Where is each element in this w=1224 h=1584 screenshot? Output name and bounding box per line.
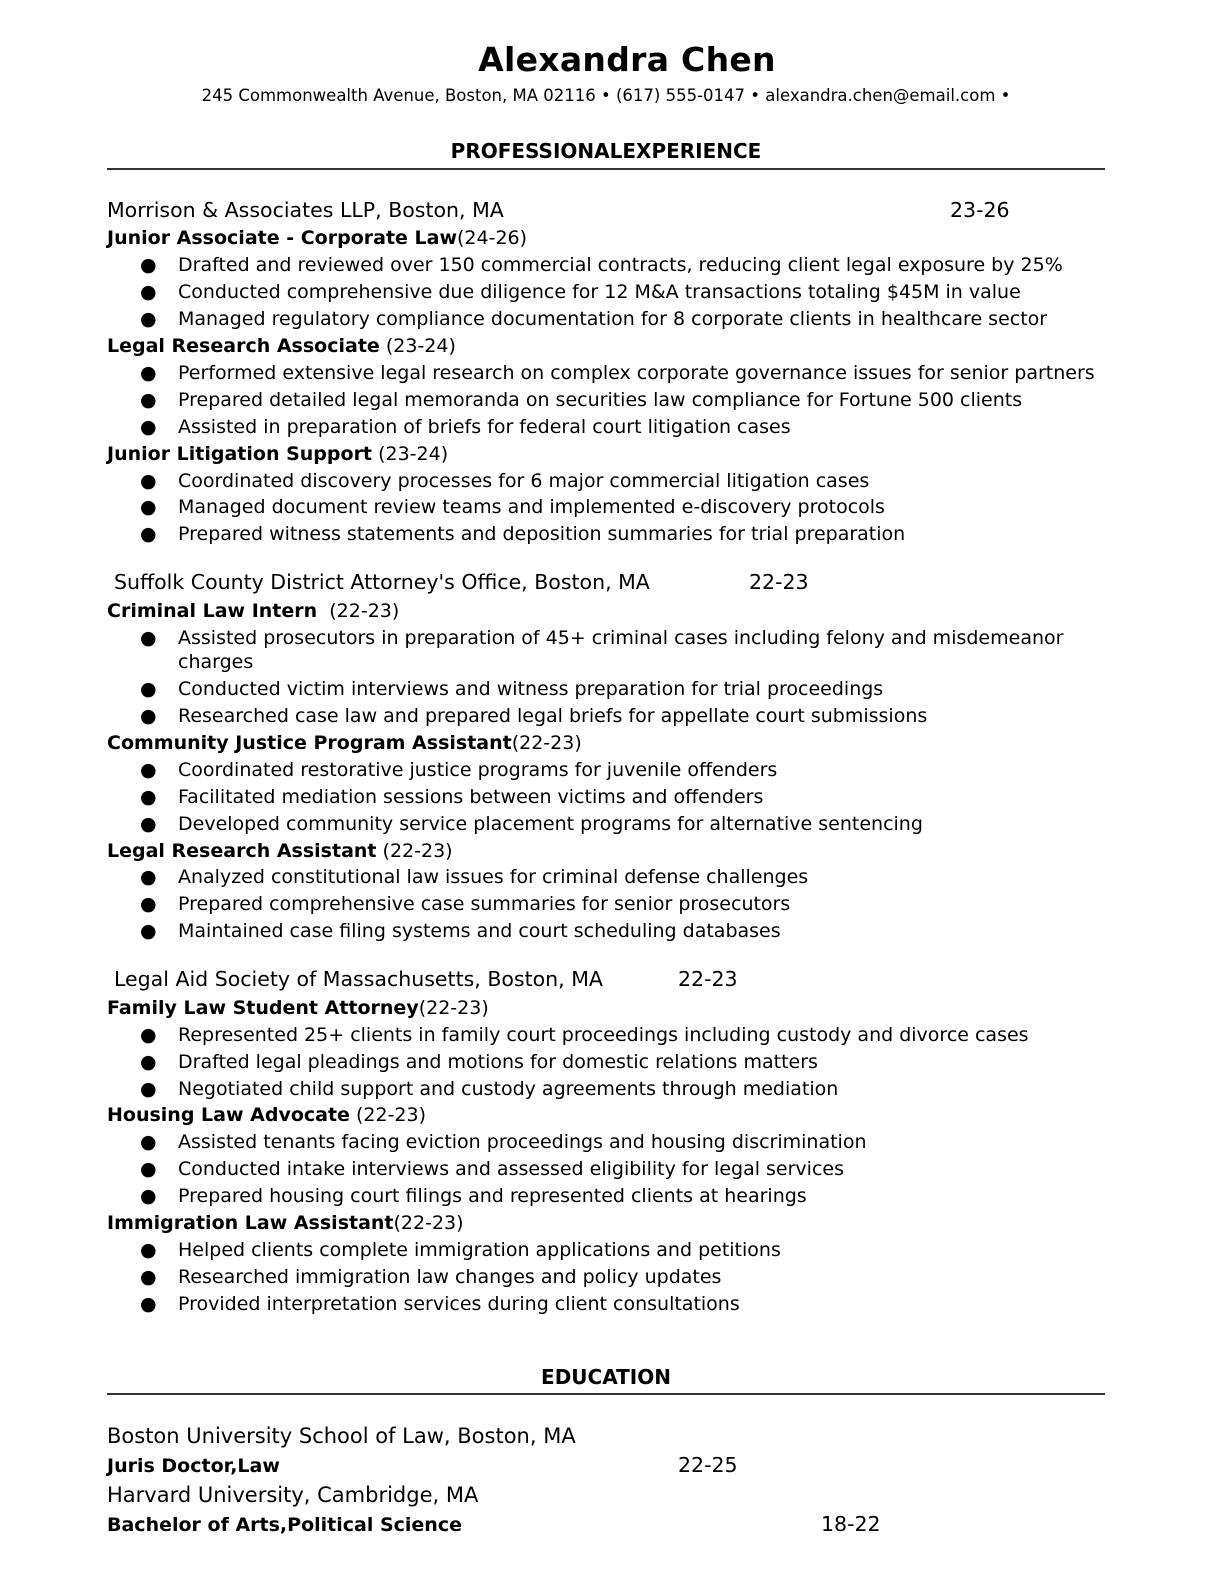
bullet-text: Assisted tenants facing eviction proceedings and housing discrimination bbox=[178, 1131, 867, 1153]
bullet-icon: ● bbox=[140, 1266, 157, 1288]
bullet-item bbox=[140, 389, 1022, 411]
bullet-text: Assisted prosecutors in preparation of 45+ criminal cases including felony and misdemeanor bbox=[178, 627, 1064, 649]
experience-section-title: PROFESSIONALEXPERIENCE bbox=[450, 139, 762, 163]
bullet-text: Facilitated mediation sessions between victims and offenders bbox=[178, 786, 764, 808]
education-school: Harvard University, Cambridge, MA bbox=[107, 1483, 479, 1507]
bullet-icon: ● bbox=[140, 389, 157, 411]
bullet-item bbox=[140, 281, 1021, 303]
bullet-text: Drafted and reviewed over 150 commercial contracts, reducing client legal exposure by 25% bbox=[178, 254, 1063, 276]
education-dates: 18-22 bbox=[821, 1512, 881, 1536]
bullet-text: Developed community service placement programs for alternative sentencing bbox=[178, 813, 923, 835]
role-dates: (22-23) bbox=[393, 1212, 464, 1234]
role-heading bbox=[107, 732, 582, 754]
bullet-text: Prepared detailed legal memoranda on securities law compliance for Fortune 500 clients bbox=[178, 389, 1023, 411]
bullet-text: Assisted in preparation of briefs for federal court litigation cases bbox=[178, 416, 791, 438]
bullet-item bbox=[140, 920, 781, 942]
bullet-item bbox=[140, 1239, 781, 1261]
bullet-text: Conducted intake interviews and assessed eligibility for legal services bbox=[178, 1158, 844, 1180]
bullet-item bbox=[140, 678, 883, 700]
role-dates: (22-23) bbox=[317, 600, 400, 622]
role-title: Legal Research Associate bbox=[107, 335, 380, 357]
bullet-icon: ● bbox=[140, 362, 157, 384]
bullet-text: Performed extensive legal research on complex corporate governance issues for senior partners bbox=[178, 362, 1095, 384]
education-degree: Juris Doctor,Law bbox=[107, 1455, 280, 1477]
role-heading bbox=[107, 840, 453, 862]
bullet-text: Coordinated restorative justice programs for juvenile offenders bbox=[178, 759, 778, 781]
role-heading bbox=[107, 1212, 464, 1234]
bullet-icon: ● bbox=[140, 866, 157, 888]
bullet-text: Prepared housing court filings and represented clients at hearings bbox=[178, 1185, 807, 1207]
bullet-item bbox=[140, 308, 1047, 330]
bullet-item bbox=[140, 1293, 740, 1315]
bullet-icon: ● bbox=[140, 470, 157, 492]
role-title: Criminal Law Intern bbox=[107, 600, 318, 622]
role-dates: (22-23) bbox=[349, 1104, 427, 1126]
role-title: Immigration Law Assistant bbox=[107, 1212, 394, 1234]
role-title: Family Law Student Attorney bbox=[107, 997, 419, 1019]
bullet-icon: ● bbox=[140, 416, 157, 438]
bullet-text: Researched immigration law changes and policy updates bbox=[178, 1266, 722, 1288]
employer-name: Legal Aid Society of Massachusetts, Boston, MA bbox=[114, 967, 603, 991]
role-dates: (23-24) bbox=[372, 443, 449, 465]
employer-name: Suffolk County District Attorney's Office, Boston, MA bbox=[114, 570, 650, 594]
role-dates: (23-24) bbox=[379, 335, 456, 357]
bullet-item bbox=[140, 1266, 721, 1288]
employer-dates: 23-26 bbox=[950, 198, 1010, 222]
bullet-item bbox=[140, 1024, 1029, 1046]
bullet-item bbox=[140, 496, 885, 518]
bullet-icon: ● bbox=[140, 1131, 157, 1153]
bullet-text: Represented 25+ clients in family court proceedings including custody and divorce cases bbox=[178, 1024, 1029, 1046]
bullet-item bbox=[140, 866, 808, 888]
bullet-item bbox=[140, 759, 777, 781]
education-degree: Bachelor of Arts,Political Science bbox=[107, 1514, 462, 1536]
bullet-icon: ● bbox=[140, 1293, 157, 1315]
bullet-icon: ● bbox=[140, 813, 157, 835]
role-dates: (22-23) bbox=[418, 997, 489, 1019]
experience-divider bbox=[107, 168, 1105, 170]
bullet-text: Provided interpretation services during client consultations bbox=[178, 1293, 740, 1315]
bullet-item bbox=[140, 786, 763, 808]
bullet-icon: ● bbox=[140, 705, 157, 727]
bullet-text: Negotiated child support and custody agreements through mediation bbox=[178, 1078, 839, 1100]
bullet-item bbox=[140, 254, 1063, 276]
bullet-item bbox=[140, 1051, 818, 1073]
bullet-text: Prepared witness statements and deposition summaries for trial preparation bbox=[178, 523, 906, 545]
bullet-icon: ● bbox=[140, 254, 157, 276]
bullet-item bbox=[140, 1185, 807, 1207]
bullet-icon: ● bbox=[140, 1239, 157, 1261]
role-heading bbox=[107, 227, 527, 249]
bullet-text: Researched case law and prepared legal briefs for appellate court submissions bbox=[178, 705, 928, 727]
bullet-text: Drafted legal pleadings and motions for domestic relations matters bbox=[178, 1051, 818, 1073]
bullet-text: Coordinated discovery processes for 6 major commercial litigation cases bbox=[178, 470, 870, 492]
bullet-icon: ● bbox=[140, 1078, 157, 1100]
bullet-text: Prepared comprehensive case summaries for senior prosecutors bbox=[178, 893, 791, 915]
bullet-text: Helped clients complete immigration applications and petitions bbox=[178, 1239, 781, 1261]
bullet-icon: ● bbox=[140, 496, 157, 518]
role-heading bbox=[107, 1104, 426, 1126]
role-title: Junior Associate - Corporate Law bbox=[107, 227, 458, 249]
education-divider bbox=[107, 1393, 1105, 1395]
bullet-item bbox=[140, 813, 923, 835]
role-title: Junior Litigation Support bbox=[107, 443, 373, 465]
bullet-icon: ● bbox=[140, 308, 157, 330]
role-dates: (24-26) bbox=[457, 227, 528, 249]
candidate-name: Alexandra Chen bbox=[478, 40, 776, 79]
bullet-icon: ● bbox=[140, 1024, 157, 1046]
bullet-text: Managed document review teams and implemented e-discovery protocols bbox=[178, 496, 885, 518]
bullet-item bbox=[140, 416, 791, 438]
role-heading bbox=[107, 443, 448, 465]
bullet-icon: ● bbox=[140, 1051, 157, 1073]
education-school: Boston University School of Law, Boston, MA bbox=[107, 1424, 576, 1448]
employer-name: Morrison & Associates LLP, Boston, MA bbox=[107, 198, 504, 222]
bullet-icon: ● bbox=[140, 627, 157, 649]
bullet-icon: ● bbox=[140, 1158, 157, 1180]
education-dates: 22-25 bbox=[678, 1453, 738, 1477]
bullet-item bbox=[140, 362, 1095, 384]
bullet-icon: ● bbox=[140, 759, 157, 781]
bullet-item bbox=[140, 705, 927, 727]
employer-dates: 22-23 bbox=[678, 967, 738, 991]
education-section-title: EDUCATION bbox=[541, 1365, 671, 1389]
bullet-item bbox=[140, 893, 790, 915]
role-title: Housing Law Advocate bbox=[107, 1104, 350, 1126]
bullet-item bbox=[140, 1078, 838, 1100]
bullet-item bbox=[140, 627, 1063, 649]
contact-info: 245 Commonwealth Avenue, Boston, MA 02116 • (617) 555-0147 • alexandra.chen@email.com • bbox=[201, 86, 1011, 105]
employer-dates: 22-23 bbox=[749, 570, 809, 594]
bullet-icon: ● bbox=[140, 523, 157, 545]
bullet-text: Conducted comprehensive due diligence for 12 M&A transactions totaling $45M in value bbox=[178, 281, 1021, 303]
role-heading bbox=[107, 335, 456, 357]
bullet-item bbox=[140, 1158, 844, 1180]
bullet-icon: ● bbox=[140, 786, 157, 808]
bullet-item bbox=[140, 523, 905, 545]
bullet-icon: ● bbox=[140, 1185, 157, 1207]
bullet-item bbox=[140, 470, 869, 492]
bullet-icon: ● bbox=[140, 893, 157, 915]
role-dates: (22-23) bbox=[511, 732, 582, 754]
role-title: Legal Research Assistant bbox=[107, 840, 377, 862]
role-heading bbox=[107, 997, 489, 1019]
bullet-text: Maintained case filing systems and court scheduling databases bbox=[178, 920, 781, 942]
role-title: Community Justice Program Assistant bbox=[107, 732, 512, 754]
role-dates: (22-23) bbox=[376, 840, 453, 862]
bullet-text: Managed regulatory compliance documentation for 8 corporate clients in healthcare sector bbox=[178, 308, 1048, 330]
bullet-icon: ● bbox=[140, 281, 157, 303]
bullet-icon: ● bbox=[140, 678, 157, 700]
bullet-icon: ● bbox=[140, 920, 157, 942]
bullet-text: Analyzed constitutional law issues for criminal defense challenges bbox=[178, 866, 809, 888]
bullet-continuation: charges bbox=[178, 651, 254, 673]
bullet-text: Conducted victim interviews and witness preparation for trial proceedings bbox=[178, 678, 884, 700]
bullet-item bbox=[140, 1131, 867, 1153]
role-heading bbox=[107, 600, 399, 622]
